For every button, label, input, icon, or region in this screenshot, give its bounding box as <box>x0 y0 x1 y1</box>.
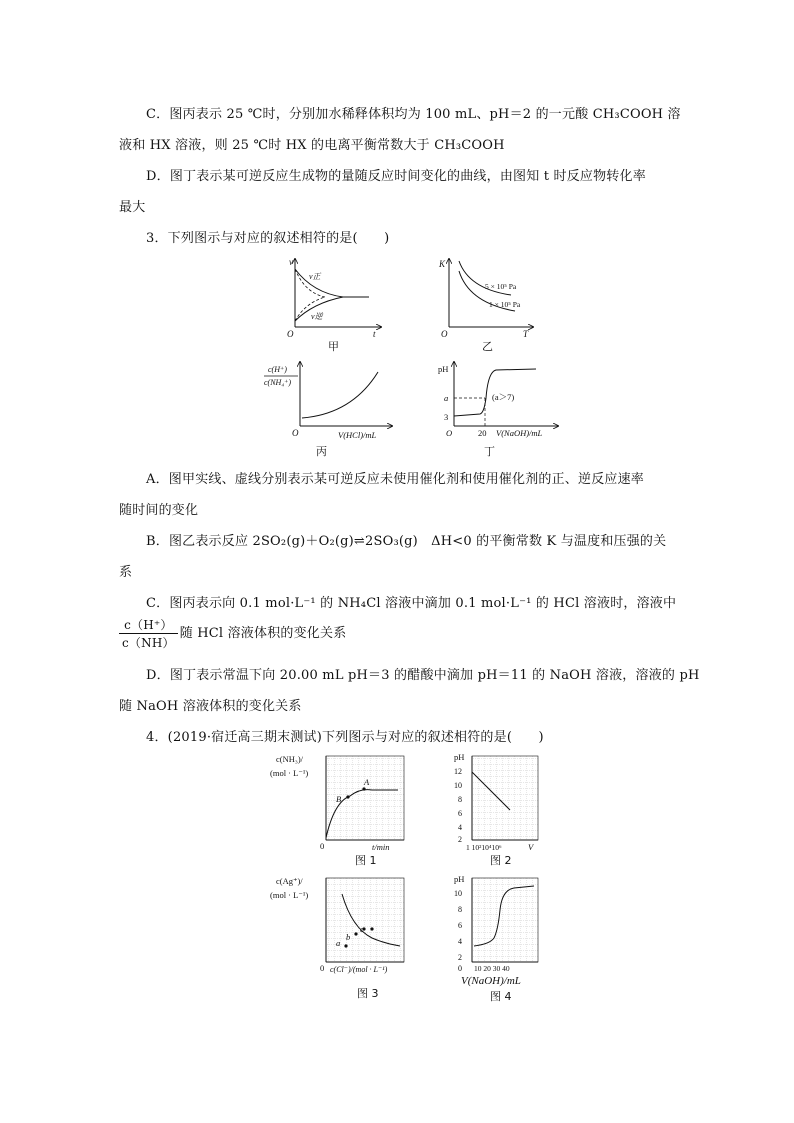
fig2-ytick-8: 8 <box>458 795 462 804</box>
q3-option-a-line2: 随时间的变化 <box>119 503 199 518</box>
fig4-xticks: 10 20 30 40 <box>474 964 510 973</box>
bing-x-label: V(HCl)/mL <box>338 430 377 440</box>
fig4-ytick-10: 10 <box>454 889 462 898</box>
q3-option-d-line1: D．图丁表示常温下向 20.00 mL pH＝3 的醋酸中滴加 pH＝11 的 NaOH 溶液，溶液的 pH <box>146 668 700 683</box>
jia-v-ni: v逆 <box>311 312 323 321</box>
fig3-point-c: c <box>360 924 364 934</box>
jia-origin: O <box>287 329 294 339</box>
fig1-point-b: B <box>336 794 342 804</box>
ding-y-label: pH <box>438 364 449 374</box>
fig2-xticks: 1 10²10⁴10⁶ <box>466 843 502 852</box>
yi-y-label: K <box>439 259 446 269</box>
fig-yi-caption: 乙 <box>482 340 493 353</box>
fig-ding-caption: 丁 <box>484 445 495 458</box>
fig4-y-label: pH <box>454 874 465 884</box>
fig4-ytick-4: 4 <box>458 937 462 946</box>
fig2-ytick-2: 2 <box>458 835 462 844</box>
ding-x-label: V(NaOH)/mL <box>496 428 543 438</box>
fig-bing-caption: 丙 <box>316 445 327 458</box>
fraction <box>119 616 178 651</box>
fig1-point-a: A <box>364 777 370 787</box>
q4-stem <box>146 726 544 745</box>
q3-stem: 3．下列图示与对应的叙述相符的是( ) <box>146 231 390 246</box>
fig3-y-line2: (mol · L⁻¹) <box>270 890 309 900</box>
fig2-ytick-6: 6 <box>458 809 462 818</box>
q2-option-c-line1: C．图丙表示 25 ℃时，分别加水稀释体积均为 100 mL、pH＝2 的一元酸 CH₃COOH 溶 <box>146 107 681 122</box>
fig1-y-line2: (mol · L⁻¹) <box>270 768 309 778</box>
figure-jia <box>283 255 393 350</box>
jia-y-label: v <box>289 257 293 267</box>
ding-tick-3: 3 <box>444 412 449 422</box>
fig1-y-line1: c(NH₃)/ <box>276 754 304 764</box>
fig1-origin: 0 <box>320 841 325 851</box>
figure-yi <box>435 255 545 350</box>
q3-option-c-line2-tail: 随 HCl 溶液体积的变化关系 <box>179 626 347 641</box>
q2-option-c-line2: 液和 HX 溶液，则 25 ℃时 HX 的电离平衡常数大于 CH₃COOH <box>119 138 505 153</box>
fig3-origin: 0 <box>320 963 325 973</box>
q3-option-b-line2: 系 <box>119 565 133 580</box>
yi-x-label: T <box>523 329 529 339</box>
q3-option-b-line1: B．图乙表示反应 2SO₂(g)＋O₂(g)⇌2SO₃(g) ΔH<0 的平衡常数 K 与温度和压强的关 <box>146 534 667 549</box>
q4-stem-text: 下列图示与对应的叙述相符的是( ) <box>322 730 544 745</box>
figure-ding <box>436 358 566 450</box>
figure-1 <box>268 752 418 854</box>
ding-note: (a＞7) <box>492 392 515 402</box>
q2-option-d-line1: D．图丁表示某可逆反应生成物的量随反应时间变化的曲线，由图知 t 时反应物转化率 <box>146 169 646 184</box>
fig4-x-label: V(NaOH)/mL <box>461 975 521 987</box>
fig4-ytick-8: 8 <box>458 905 462 914</box>
fig3-point-b: b <box>346 932 351 942</box>
fig1-x-label: t/min <box>372 842 390 852</box>
bing-y-num: c(H⁺) <box>268 365 287 374</box>
ding-origin: O <box>446 428 453 438</box>
fig2-y-label: pH <box>454 752 465 762</box>
fig3-x-label: c(Cl⁻)/(mol · L⁻¹) <box>330 965 388 974</box>
ding-tick-20: 20 <box>478 428 487 438</box>
figure-2 <box>448 752 558 854</box>
fig2-x-label: V <box>528 842 534 852</box>
figure-4 <box>448 872 558 974</box>
fig4-ytick-2: 2 <box>458 953 462 962</box>
yi-label-top: 5 × 10⁵ Pa <box>485 282 517 291</box>
fig3-point-a: a <box>336 938 341 948</box>
q3-option-c-line2 <box>119 616 346 651</box>
fig2-ytick-12: 12 <box>454 767 462 776</box>
fig1-caption: 图 1 <box>355 854 377 867</box>
yi-label-bottom: 1 × 10⁵ Pa <box>489 300 521 309</box>
q3-option-c-line1: C．图丙表示向 0.1 mol·L⁻¹ 的 NH₄Cl 溶液中滴加 0.1 mol·L⁻¹ 的 HCl 溶液时，溶液中 <box>146 596 677 611</box>
fig4-origin: 0 <box>458 964 462 973</box>
q3-option-d-line2: 随 NaOH 溶液体积的变化关系 <box>119 699 302 714</box>
fig-jia-caption: 甲 <box>328 340 339 353</box>
fig3-y-line1: c(Ag⁺)/ <box>276 876 303 886</box>
jia-x-label: t <box>373 329 376 339</box>
fig2-ytick-4: 4 <box>458 823 462 832</box>
ding-tick-a: a <box>444 393 449 403</box>
q2-option-d-line2: 最大 <box>119 200 146 215</box>
fig4-ytick-6: 6 <box>458 921 462 930</box>
fraction-numerator: c（H⁺） <box>119 616 178 634</box>
fig3-caption: 图 3 <box>357 987 379 1000</box>
fraction-denominator: c（NH） <box>122 636 175 650</box>
fig2-ytick-10: 10 <box>454 781 462 790</box>
yi-origin: O <box>441 329 448 339</box>
fig2-caption: 图 2 <box>490 854 512 867</box>
figure-3 <box>268 872 418 974</box>
q4-stem-source: 4．(2019·宿迁高三期末测试) <box>146 730 323 745</box>
fig4-caption: 图 4 <box>490 990 512 1003</box>
figure-bing <box>262 358 402 450</box>
bing-y-den: c(NH₄⁺) <box>264 378 291 387</box>
q3-option-a-line1: A．图甲实线、虚线分别表示某可逆反应未使用催化剂和使用催化剂的正、逆反应速率 <box>146 472 644 487</box>
jia-v-zheng: v正 <box>309 272 321 281</box>
bing-origin: O <box>292 428 299 438</box>
